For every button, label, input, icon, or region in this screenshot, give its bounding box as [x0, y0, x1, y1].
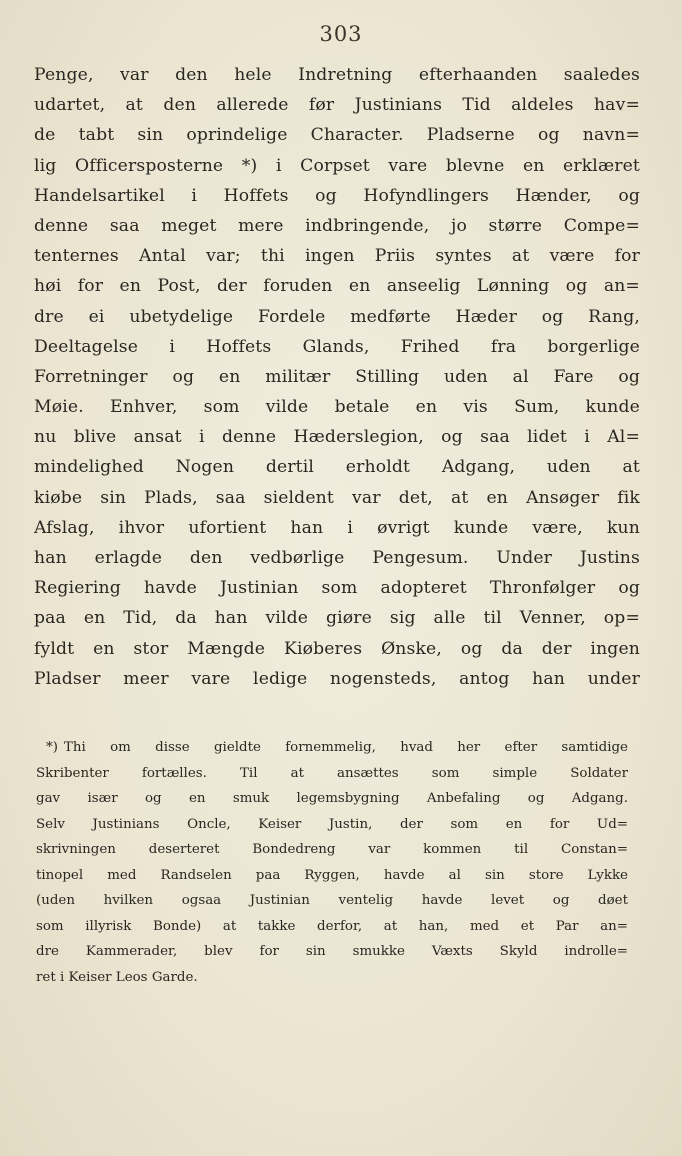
- footnote-line: dre Kammerader, blev for sin smukke Væxts Skyld indrolle=: [36, 944, 628, 959]
- body-line: Handelsartikel i Hoffets og Hofyndlingers Hænder, og: [34, 185, 640, 206]
- body-line: lig Officersposterne *) i Corpset vare blevne en erklæret: [34, 155, 640, 176]
- footnote-line-text: Thi om disse gieldte fornemmelig, hvad her efter samtidige: [63, 740, 628, 755]
- body-line: udartet, at den allerede før Justinians Tid aldeles hav=: [34, 95, 640, 116]
- footnote-line: tinopel med Randselen paa Ryggen, havde al sin store Lykke: [36, 867, 628, 883]
- footnote-line: skrivningen deserteret Bondedreng var kommen til Constan=: [36, 842, 628, 857]
- body-line: kiøbe sin Plads, saa sieldent var det, at en Ansøger fik: [34, 487, 640, 508]
- body-line: Afslag, ihvor ufortient han i øvrigt kunde være, kun: [34, 517, 640, 538]
- footnote-line: [36, 735, 628, 761]
- body-line: mindelighed Nogen dertil erholdt Adgang, uden at: [34, 457, 640, 478]
- page-number: 303: [319, 22, 363, 46]
- body-line: paa en Tid, da han vilde giøre sig alle til Venner, op=: [34, 608, 640, 629]
- body-line: Møie. Enhver, som vilde betale en vis Sum, kunde: [34, 397, 640, 418]
- footnote-line: gav især og en smuk legemsbygning Anbefaling og Adgang.: [36, 791, 628, 806]
- footnote-marker: *): [46, 740, 58, 755]
- footnote-line: (uden hvilken ogsaa Justinian ventelig havde levet og døet: [36, 893, 628, 908]
- body-line: denne saa meget mere indbringende, jo større Compe=: [34, 215, 640, 236]
- body-line: Penge, var den hele Indretning efterhaanden saaledes: [34, 65, 640, 85]
- footnote-line: Selv Justinians Oncle, Keiser Justin, der som en for Ud=: [36, 816, 628, 832]
- body-line: tenternes Antal var; thi ingen Priis syntes at være for: [34, 246, 640, 267]
- body-line: Forretninger og en militær Stilling uden al Fare og: [34, 366, 640, 387]
- body-text: [34, 60, 640, 694]
- footnote: [36, 735, 628, 990]
- body-line: Regiering havde Justinian som adopteret Thronfølger og: [34, 578, 640, 599]
- body-line: de tabt sin oprindelige Character. Pladserne og navn=: [34, 125, 640, 146]
- body-line: nu blive ansat i denne Hæderslegion, og saa lidet i Al=: [34, 427, 640, 448]
- body-line: høi for en Post, der foruden en anseelig Lønning og an=: [34, 276, 640, 297]
- body-line: han erlagde den vedbørlige Pengesum. Under Justins: [34, 548, 640, 568]
- body-line: Deeltagelse i Hoffets Glands, Frihed fra borgerlige: [34, 336, 640, 357]
- body-line: Pladser meer vare ledige nogensteds, antog han under: [34, 668, 640, 689]
- footnote-line: Skribenter fortælles. Til at ansættes som simple Soldater: [36, 765, 628, 781]
- footnote-line: som illyrisk Bonde) at takke derfor, at han, med et Par an=: [36, 918, 628, 934]
- body-line: fyldt en stor Mængde Kiøberes Ønske, og da der ingen: [34, 638, 640, 659]
- footnote-line: ret i Keiser Leos Garde.: [36, 969, 198, 985]
- body-line: dre ei ubetydelige Fordele medførte Hæder og Rang,: [34, 306, 640, 327]
